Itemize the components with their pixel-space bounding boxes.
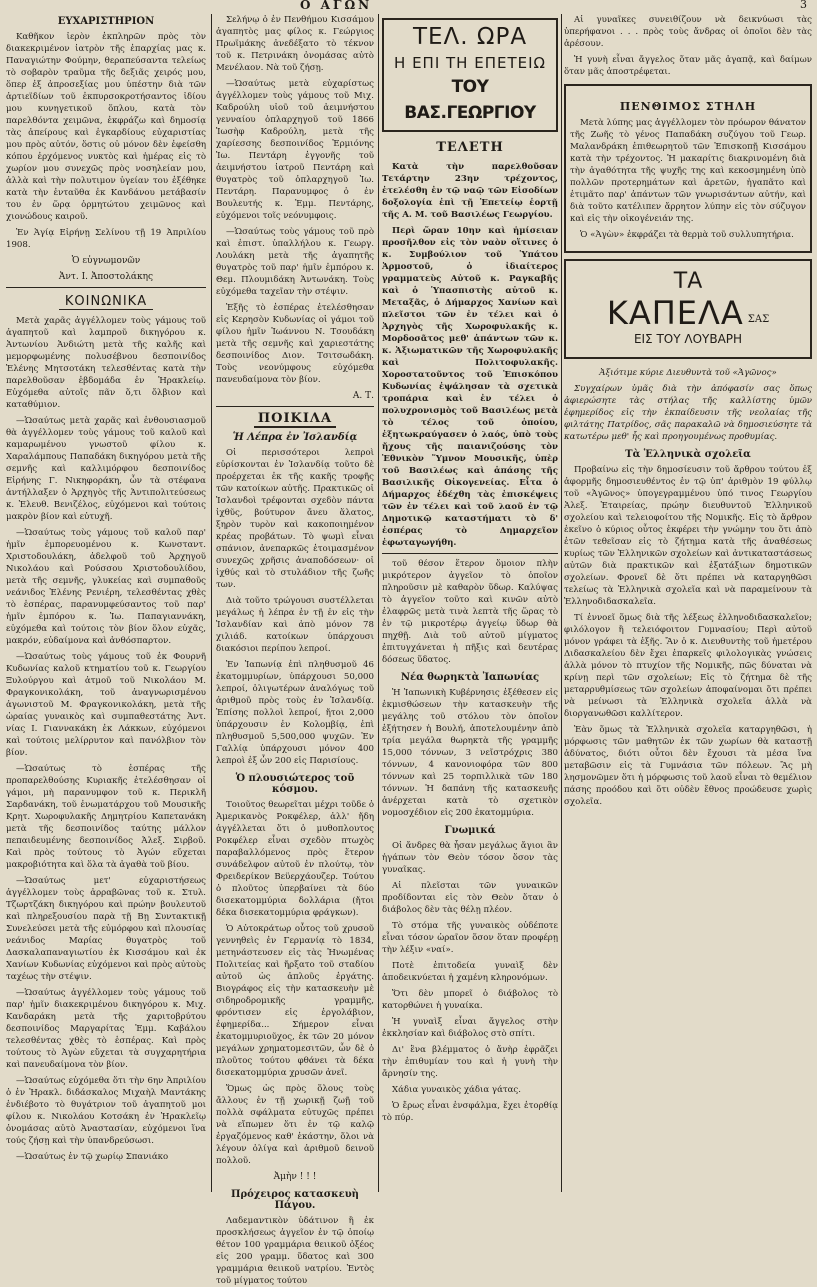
lepra-paragraph: Διὰ τοῦτο τρώγουσι συστέλλεται μεγάλως ἡ λέπρα ἐν τῇ ἐν εἰς τὴν Ἰσλανδίαν καὶ ἀπὸ μόνον 78 χιλιάδ. κατοίκων ὑπάρχουσι διακόσιοι περίπου λεπροί. [216,596,374,654]
banner-line-2: Η ΕΠΙ ΤΗ ΕΠΕΤΕΙΩ [394,54,546,72]
kapela-advertisement [564,259,812,359]
gnomika-item: Ὅτι δὲν μπορεῖ ὁ διάβολος τὸ κατορθώνει ἡ γυναίκα. [382,989,558,1011]
gnomika-item: Οἱ ἄνδρες θὰ ἦσαν μεγάλως ἄγιοι ἂν ἠγάπων τὸν Θεὸν τόσον ὅσον τὰς γυναῖκας. [382,841,558,875]
eucharistirion-heading: ΕΥΧΑΡΙΣΤΗΡΙΟΝ [57,16,155,27]
gnomika-item: Αἱ πλεῖσται τῶν γυναικῶν προδίδονται εἰς τὸν Θεὸν ὅταν ὁ διάβολος δὲν τὰς θέλῃ πλέον. [382,881,558,915]
gnomika-item: Ὁ ἔρως εἶναι ἐνσφάλμα, ἔχει ἐτορθίᾳ τὸ πύρ. [382,1101,558,1123]
scholeia-paragraph: Ἐὰν ὅμως τὰ Ἑλληνικὰ σχολεῖα καταργηθῶσι, ἡ μόρφωσις τῶν μαθητῶν ἐκ τῶν χωρίων θὰ καταστῇ ἀδύνατος, διότι οὗτοι δὲν ἔχουσι τὰ μέσα ἵνα μεταβῶσιν εἰς τὰ Γυμνάσια τῶν πόλεων. Ἂς μὴ λησμονῶμεν ὅτι ἡ μόρφωσις τοῦ λαοῦ εἶναι τὸ θεμέλιον πάσης προόδου καὶ ὅτι οὐδὲν ἔθνος προώδευσε χωρὶς σχολεῖα. [564,725,812,807]
social-signature: Α. Τ. [352,391,374,401]
column-2 [216,14,374,1286]
lepra-paragraph: Ἐν Ἰαπωνίᾳ ἐπὶ πληθυσμοῦ 46 ἑκατομμυρίων, ὑπάρχουσι 50,000 λεπροί, ὀλιγωτέρων ἀναλόγως τοῦ ἀριθμοῦ πρὸς τοὺς ἐν Ἰσλανδίᾳ. Ἐπίσης πολλοὶ λεπροί, ἤτοι 2,000 ὑπάρχουσιν ἐν Κολομβίᾳ, ἐπὶ πληθυσμοῦ 5,500,000 ψυχῶν. Ἐν Γαλλίᾳ ὑπάρχουσι μόνον 400 λεπροὶ ἐξ ὧν 200 εἰς Παρισίους. [216,660,374,766]
kapela-sub: ΕΙΣ ΤΟΥ ΛΟΥΒΑΡΗ [633,332,743,346]
gnomika-title: Γνωμικά [444,825,496,836]
teleti-heading: ΤΕΛΕΤΗ [436,140,504,155]
koinonika-item: —Ὡσαύτως εὐχόμεθα ὅτι τὴν 6ην Ἀπριλίου ὁ ἐν Ἠρακλ. διδάσκαλος Μιχαὴλ Μαντάκης ἐνδιέβοτο τὸ θυγάτριον τοῦ ἀγαπητοῦ μοι φίλου κ. Νικολάου Κοτσάκη ἐν Ἠρακλεῖῳ ὀνομάσας αὐτὸ Ἀναστασίαν, εὐχόμενοι ἵνα τούς ζήσῃ καὶ τὴν ὑπανδρεύσωσι. [6,1076,206,1146]
eucharistirion-body: Καθῆκον ἱερὸν ἐκπληρῶν πρὸς τὸν διακεκριμένον ἰατρὸν τῆς ἐπαρχίας μας κ. Παναγιώτην Φούμην, θεραπεύσαντα τελείως τὸ σοβαρὸν τραῦμα τῆς δεξιᾶς χειρός μου, ὅπερ ἐξ ἀπροσεξίας μου ὑπέστην διὰ τῶν ἀρτιεϊδίων τοῦ ἐκπυρσοκροτήσαντος ἰδίου μου κυνηγετικοῦ ὅπλου, κατὰ τὸν παρελθόντα χειμῶνα, ἐκφράζω καὶ δημοσίᾳ τὰς ἀπείρους καὶ ἐγκαρδίους εὐχαριστίας μου πρὸς αὐτόν, ὅστις οὐ μόνον δὲν ἐφείσθη κόπου ἐρχόμενος νυκτὸς καὶ ἡμέρας εἰς τὸ χωρίον μου συνεχῶς πρὸς νοσηλείαν μου, ἀλλὰ καὶ τὴν πολυτιμον ὑγείαν του ἐξέθηκε κατὰ τὴν ἐνταῦθα ἐκ Κανδάνου μετάβασίν του ἐν ὥρᾳ ὀρμητώτου χειμῶνος καὶ χιονώδους καιροῦ. [6,32,206,222]
poikila-heading-text: ΠΟΙΚΙΛΑ [254,411,336,428]
kapela-sas: ΣΑΣ [747,314,770,325]
column-3 [382,14,558,1192]
koinonika-item: —Ὡσαύτως τοὺς γάμους τοῦ καλοῦ παρ' ἡμῖν ἐμπορευομένου κ. Κωνσταντ. Χριστοδουλάκη, ἀδελφοῦ τοῦ Ἀρχηγοῦ Νικολάου καὶ Ρούσσου Χριστοδουλίδου, μετὰ τῆς σεμνῆς, γλυκείας καὶ συμπαθοῦς νεάνιδος Ἑλένης Ρενιέρη, τελεσθέντας χθὲς τὸ ἑσπέρας, παρανυμφεύσαντος τοῦ παρ' ἡμῖν ἐμπόρου κ. Ἰω. Παπαγιαννάκη, εὐχόμεθα καὶ τούτοις τὸν βίον ὅλον εὐχᾶς, μακρόν, εὐδαίμονα καὶ ἀνθόσπαρτον. [6,528,206,646]
poikila-heading [216,411,374,426]
banner-line-3: ΤΟΥ ΒΑΣ.ΓΕΩΡΓΙΟΥ [404,77,536,123]
column-1 [6,14,206,1192]
social-item: Ἐξῆς τὸ ἑσπέρας ἐτελέσθησαν εἰς Κερησὸν Κυδωνίας οἱ γάμοι τοῦ φίλου ἡμῖν Ἰωάννου Ν. Τσουδάκη μετὰ τῆς σεμνῆς καὶ χαριεστάτης δεσποινίδος Διον. Τσιτσωδάκη. Τοὺς νεονύμφους εὐχόμεθα πανευδαίμονα τὸν βίον. [216,303,374,385]
plousios-paragraph: Ὅμως ὡς πρὸς ὅλους τοὺς ἄλλους ἐν τῇ χωρικῇ ζωῇ τοῦ πολλὰ σφάλματα εὐτυχῶς πρέπει νὰ εἴπωμεν ὅτι ἐν τῷ καλῷ ἐργαζόμενος καθ' ἑκάστην, ὅλοι νὰ λέγουν ὀλίγα καὶ ἀριθμοῦ δεινοῦ πολλοῦ. [216,1084,374,1166]
penthimos-box [564,84,812,253]
eucharistirion-date: Ἐν Ἁγίᾳ Εἰρήνῃ Σελίνου τῇ 19 Ἀπριλίου 1908. [6,228,206,250]
pagos-title: Πρόχειρος κατασκευὴ Πάγου. [231,1189,359,1211]
social-item: —Ὡσαύτως μετὰ εὐχαρίστως ἀγγέλλομεν τοὺς γάμους τοῦ Μιχ. Καδρούλη υἱοῦ τοῦ ἀειμνήστου γενναίου ὁπλαρχηγοῦ τοῦ 1866 Ἰωσὴφ Καδρούλη, μετὰ τῆς χαρίεσσης δεσποινίδος Ἑρμιόνης Ἰω. Πεντάρη ἐγγονῆς τοῦ ἀειμνήστου ἰατροῦ Πεντάρη καὶ θυγατρὸς τοῦ ὁπλαρχηγοῦ Ἰω. Πεντάρη. Παρανυμφος ὁ ἐν Βουλευτής κ. Ἐμμ. Πεντάρης, εὐχόμενοι τοῖς νεόνυμφοις. [216,79,374,221]
scholeia-paragraph: Προβαίνω εἰς τὴν δημοσίευσιν τοῦ ἄρθρου τούτου ἐξ ἀφορμῆς δημοσιευθέντος ἐν τῷ ὑπ' ἀριθμὸν 19 φύλλῳ τοῦ «Ἀγῶνος» ὑπογεγραμμένου ὑπό τινος Γεωργίου Ἀλεξ. Ἑταιρείας, πρώην διευθυντοῦ Ἑλληνικοῦ σχολείου καὶ τελειοφοίτου τῆς Νομικῆς. Εἰς τὸ ἄρθρον ἐκεῖνο ὁ κύριος οὗτος ἐκφέρει τὴν γνώμην του ὅτι ἀπὸ ἐτῶν τεθεῖσαν εἰς τὸ ζήτημα κατὰ τῆς ἀναθέσεως κυρίως τῶν Ἑλληνικῶν σχολείων καὶ ἀντικαταστάσεως αὐτῶν διὰ πρακτικῶν καὶ ἐξατάξιων δημοτικῶν σχολείων. Φρονεῖ δὲ ὅτι πρέπει νὰ καταργηθῶσι τελείως τὰ Ἑλληνικὰ σχολεῖα καὶ νὰ παραμείνουν τὰ Ἑλληνοδιδασκαλεῖα. [564,465,812,607]
gnomika-item: Ἡ γυναὶξ εἶναι ἄγγελος στὴν ἐκκλησίαν καὶ διάβολος στὸ σπίτι. [382,1017,558,1039]
social-item: Σελήνῳ ὁ ἐν Πενθήμου Κισσάμου ἀγαπητὸς μας φίλος κ. Γεώργιος Πρωϊμάκης ἀνεδέξατο τὸ τέκνον τοῦ κ. Πετρινάκη ὀνομάσας αὐτὸ Μενέλαον. Νὰ τοῦ ζήσῃ. [216,15,374,73]
divider [382,553,558,554]
penthimos-paragraph: Ὁ «Ἀγὼν» ἐκφράζει τὰ θερμὰ τοῦ συλλυπητήρια. [580,230,794,240]
teleti-body [382,161,558,549]
kapela-main-row [570,295,806,331]
social-item: —Ὡσαύτως τοὺς γάμους τοῦ πρὸ καὶ ἐπιστ. ὑπαλλήλου κ. Γεωργ. Λουλάκη μετὰ τῆς ἀγαπητῆς θυγατρὸς τοῦ παρ' ἡμῖν ἐμπόρου κ. Θεμ. Πλουμιδάκη Ἀντωνάκη. Τοὺς εὐχόμεθα ταχεῖαν τὴν στέψιν. [216,227,374,297]
eucharistirion-signature: Ἀντ. Ι. Ἀποστολάκης [58,272,154,282]
plousios-paragraph: Ὁ Αὐτοκράτωρ οὗτος τοῦ χρυσοῦ γεννηθεὶς ἐν Γερμανίᾳ τὸ 1834, μετηνάστευσεν εἰς τὰς Ἡνωμένας Πολιτείας καὶ ἤρξατο τοῦ σταδίου αὐτοῦ ὡς ἁπλοῦς ἐργάτης. Βιογράφος εἰς τὴν κατασκευὴν μὲ σιδηροδρομικῆς γραμμῆς, φρόντισεν εἰς ἐργολάβιον, ἐφημερίδα... Σήμερον εἶναι ἐκατομμυριοῦχος, ἐκ τῶν 20 μόνον μεγάλων χρηματομεσιτῶν, ὧν δὲ ὁ πλοῦτος τούτου φθάνει τὰ δέκα δισεκατομμύρια χρυσῶν ἀνεῖ. [216,924,374,1078]
plousios-paragraph: Τοιοῦτος θεωρεῖται μέχρι τοῦδε ὁ Ἀμερικανὸς Ροκφέλερ, ἀλλ' ἤδη ἀγγέλλεται ὅτι ὁ μυθοπλουτος Ροκφέλερ εἶναι σχεδὸν πτωχὸς παραβαλλόμενος πρὸς ἕτερον συνάδελφον αὐτοῦ ἐν πλούτῳ, τὸν Φρειδερίκον Βεϋερχάουζερ. Τούτου ὁ πλοῦτος ὑπερβαίνει τὰ δύο δισεκατομμύρια δολλάρια (ἤτοι δέκα δισεκατομμύρια φράγκων). [216,800,374,918]
letter-salutation: Ἀξιότιμε κύριε Διευθυντὰ τοῦ «Ἀγῶνος» [599,368,777,378]
thoraktika-paragraph: Ἡ Ἰαπωνικὴ Κυβέρνησις ἐξέθεσεν εἰς ἐκμισθώσεων τὴν κατασκευὴν τῆς μεγάλης τοῦ στόλου τὸν ὁποῖον ἐξήτησεν ἡ Βουλή, ἀποτελουμένην ἀπὸ τρία μεγάλα θωρηκτὰ τῆς γραμμῆς 15,000 τόννων, 3 νεῖστρόχρις 380 τόννων, 4 κανονιοφόρα τῶν 800 τόννων καὶ 25 τορπιλλικὰ τῶν 180 τόννων. Ἡ δαπάνη τῆς κατασκευῆς ἀνέρχεται κατὰ τὸ σχετικὸν νομοσχέδιον εἰς 200 ἑκατομμύρια. [382,688,558,818]
koinonika-heading-text: ΚΟΙΝΩΝΙΚΑ [59,294,153,310]
newspaper-title: Ο ΑΓΩΝ [300,0,373,12]
teleti-paragraph: Κατὰ τὴν παρελθοῦσαν Τετάρτην 23ην τρέχοντος, ἐτελέσθη ἐν τῷ ναῷ τῶν Εἰσοδίων δοξολογία ἐπὶ τῇ Ἐπετείῳ ἑορτῇ τῆς Α. Μ. τοῦ Βασιλέως Γεωργίου. [382,162,558,220]
koinonika-item: Μετὰ χαρᾶς ἀγγέλλομεν τοὺς γάμους τοῦ ἀγαπητοῦ καὶ λαμπροῦ δικηγόρου κ. Ἀντωνίου Ἀνδιώτη μετὰ τῆς καλῆς καὶ μεμορφωμένης πολυσέβνου δεσποινίδος Ἑλένης Μητσοτάκη τελεσθέντας κατὰ τὴν παρελθοῦσαν ἑβδομάδα ἐν Ἡρακλείῳ. Εὐχόμεθα αὐτοῖς πᾶν ὅ,τι ὄλβιον καὶ καταθύμιον. [6,316,206,410]
scholeia-title: Τὰ Ἑλληνικὰ σχολεῖα [625,449,751,460]
pagos-continued: τοῦ θέσον ἕτερον ὅμοιον πλὴν μικρότερον ἀγγεῖον τὸ ὁποῖον πληροῦσιν μὲ καθαρὸν ὕδωρ. Καλύψας τὸ ἀγγεῖον τοῦτο καὶ κινῶν αὐτὸ ἐλαφρῶς μετὰ τινὰ λεπτὰ τῆς ὥρας τὸ ἐν τῷ μικροτέρῳ ἀγγείῳ ὕδωρ θὰ πηχθῇ. Διὰ τοῦ αὐτοῦ μίγματος ἐπιτυγχάνεται ἡ πῆξις καὶ δευτέρας δόσεως ὕδατος. [382,559,558,665]
koinonika-heading [6,294,206,309]
koinonika-item: —Ὡσαύτως μετὰ χαρᾶς καὶ ἐνθουσιασμοῦ θὰ ἀγγέλλομεν τοὺς γάμους τοῦ καλοῦ καὶ καμαρωμένου γνωστοῦ φίλου κ. Χαραλάμπους Παπαδάκη δικηγόρου μετὰ τῆς σεμνῆς καὶ καλλιμόρφου δεσποινίδος Εἰρήνης Γ. Νικηφοράκη, ὧν τὰ στέφανα ἀντήλλαξεν ὁ Ἀρχηγὸς τῆς Ἀντιπολιτεύσεως κ. Ἐλευθ. Βενιζέλος, εὐχόμενοι καὶ τούτοις μακρὸν βίον καὶ εὐτυχῆ. [6,416,206,522]
gnomika-item: Δι' ἓνα βλέμματος ὁ ἄνὴρ ἐφρᾶζει τὴν ἐπιθυμίαν του καὶ ἡ γυνὴ τὴν ἄρνησίν της. [382,1045,558,1079]
column-rule [561,14,562,1192]
koinonika-item: —Ὡσαύτως τοὺς γάμους τοῦ ἐκ Φουρνῆ Κυδωνίας καλοῦ κτηματίου τοῦ κ. Γεωργίου Ξυλούργου καὶ ἀτμοῦ τοῦ Νικολάου Μ. Φραγκονικολάκη, τοῦ ἀναγνωρισμένου ἀγωνιστοῦ Μ. Φραγκονικολάκη, μετὰ τῆς ὡραίας γυναικὸς καὶ συμπαθεστάτης Ἀντ. νίας Ι. Γιαννακάκη ἐκ Λάκκων, εὐχόμενοι καὶ τούτοις μελίρρυτον καὶ πανόλβιον τὸν βίον. [6,652,206,758]
banner-headline [382,18,558,132]
divider [216,406,374,407]
gnomika-item: Ποτὲ ἐπιτοδεία γυναὶξ δὲν ἀποδεικνύεται ἡ χαμένη κληρονόμων. [382,961,558,983]
column-rule [378,14,379,1192]
gnomika-item: Τὸ στόμα τῆς γυναικὸς οὐδέποτε εἶναι τόσον ὡραῖον ὅσον ὅταν προφέρῃ τὴν λέξιν «ναί». [382,921,558,955]
plousios-amen: Ἀμὴν ! ! ! [273,1172,317,1182]
scholeia-paragraph: Τί ἐννοεῖ ὅμως διὰ τῆς λέξεως ἑλληνοδιδασκαλεῖον; φιλόλογον ἢ τελειόφοιτον Γυμνασίου; Περὶ αὐτοῦ μόνον γράφει τὰ ἑξῆς. Ἂν ὁ κ. Διευθυντὴς τοῦ ἡμετέρου Διδασκαλείου δὲν ἔχει ἐπαρκεῖς φιλολογικὰς γνώσεις ἀλλὰ μόνον τὸ πτυχίον τῆς Νομικῆς, πῶς δύναται νὰ κρίνῃ περὶ τῶν σχολείων; Εἰς τὸ ζήτημα δὲ τῆς μεταρρυθμίσεως τῶν σχολείων ἀποφαίνομαι ὅτι πρέπει νὰ μείνωσι τὰ Ἑλληνικὰ σχολεῖα ἀλλὰ νὰ διοργανωθῶσι καλλίτερον. [564,613,812,719]
column-rule [211,14,212,1192]
pagos-paragraph: Λαδεμαντικὸν ὑδάτινον ἢ ἐκ προσκλήσεως ἀγγεῖον ἐν τῷ ὁποίῳ θέτον 100 γραμμάρια θειικοῦ ὀξέος εἰς 200 γραμμ. ὕδατος καὶ 300 γραμμάρια θειικοῦ νατρίου. Ἐντὸς τοῦ μίγματος τούτου [216,1216,374,1286]
letter-paragraph: Συγχαίρων ὑμᾶς διὰ τὴν ἀπόφασίν σας ὅπως ἀφιερώσητε τὰς στήλας τῆς καλλίστης ὑμῶν ἐφημερίδος εἰς τὴν ἐκπαίδευσιν τῆς νεολαίας τῆς φιλτάτης Πατρίδος, σᾶς παρακαλῶ νὰ δημοσιεύσητε τὰ κατωτέρω μεθ' ἧς καὶ προηγουμένως προθυμίας. [564,384,812,442]
gnomika-item: Χάδια γυναικὸς χάδια γάτας. [392,1085,521,1095]
lepra-paragraph: Οἱ περισσότεροι λεπροὶ εὑρίσκονται ἐν Ἰσλανδίᾳ τοῦτο δὲ προέρχεται ἐκ τῆς κακῆς τροφῆς τῶν κατοίκων αὐτῆς. Πρακτικῶς οἱ Ἰσλανδοὶ τρέφονται σχεδὸν πάντα ἰχθῦς, βούτυρον ἄνευ ἅλατος, ξηρὸν τυρὸν καὶ κακοποιημένον κρέας προβάτων. Τὸ ψωμὶ εἶναι σπάνιον, ἀνεπαρκῶς ἐτοιμασμένον συνεχῶς χρῆσις ἀναποδόσεων· οἱ ἰχθύς καὶ τὸ στυλάδιον τῆς ζωῆς των. [216,448,374,590]
penthimos-paragraph: Μετὰ λύπης μας ἀγγέλλομεν τὸν πρόωρον θάνατον τῆς Ζωῆς τὸ γένος Παπαδάκη συζύγου τοῦ Γεωρ. Μαλανδράκη ἐπιθεωρητοῦ τῶν Ἐπισκοπῇ Κισσάμου κατὰ τὴν τρέχοντος. Ἡ μακαρίτις διακρινομένη διὰ τὴν ἀγαθότητα τῆς ψυχῆς της καὶ κεκοσμημένη ὑπὸ πολλῶν προτερημάτων καὶ ἀρετῶν, ἠγαπᾶτο καὶ ἐτιμᾶτο παρ' ἁπάντων τῶν γνωρισάντων αὐτήν, καὶ διὰ τοῦτο κατέλιπεν ἄρρητον λύπην εἰς τὸν σύζυγον καὶ εἰς τὴν οἰκογένειάν της. [570,118,806,224]
koinonika-item: —Ὡσαύτως μετ' εὐχαριστήσεως ἀγγέλλομεν τοὺς ἀρραβῶνας τοῦ κ. Στυλ. Τζωρτζάκη δικηγόρου καὶ πρώην βουλευτοῦ καὶ πληρεξουσίου παρὰ τῇ Βῃ Συντακτικῇ Συνελεύσει μετὰ τῆς εὐμόρφου καὶ πλουσίας νεάνιδος Μαρίας θυγατρὸς τοῦ Δασκαλαπαναγιωτίου ἐκ Κισσάμου καὶ ἐκ Χανίων Κυδωνίας εὐχόμενοι καὶ πρὸς αὐτοὺς ταχέως τὴν στέψιν. [6,876,206,982]
thoraktika-title: Νέα θωρηκτὰ Ἰαπωνίας [400,672,540,683]
quote-item: Ἡ γυνὴ εἶναι ἄγγελος ὅταν μᾶς ἀγαπᾷ, καὶ δαίμων ὅταν μᾶς ἀποστρέφεται. [564,55,812,77]
banner-line-1: ΤΕΛ. ΩΡΑ [412,24,528,50]
column-4 [564,14,812,1192]
page-number: 3 [800,0,807,11]
koinonika-item: —Ὡσαύτως ἀγγέλλομεν τοὺς γάμους τοῦ παρ' ἡμῖν διακεκριμένου δικηγόρου κ. Μιχ. Κανδαράκη μετὰ τῆς χαριτοβρύτου δεσποινίδος Μαργαρίτας Ἐμμ. Καβάλου τελεσθέντας χθὲς τὸ ἑσπέρας. Καὶ πρὸς τούτους τὸ Ἀγὼν εὔχεται τὰ συγχαρητήρια καὶ πανευδαίμονα τὸν βίον. [6,988,206,1070]
quote-item: Αἱ γυναῖκες συνειθίζουν νὰ δεικνύωσι τὰς ὑπερήφανοι . . . πρὸς τοὺς ἄνδρας οἱ ὁποῖοι δὲν τὰς ἀρέσουν. [564,15,812,49]
masthead [0,0,817,14]
eucharistirion-closing: Ὁ εὐγνωμονῶν [71,256,141,266]
teleti-paragraph: Περὶ ὥραν 10ην καὶ ἡμίσειαν προσῆλθον εἰς τὸν ναὸν οἵτινες ὁ κ. Συμβούλιον τοῦ Ὑπάτου Ἁρμοστοῦ, ὁ ἰδιαίτερος γραμματεὺς Αὐτοῦ κ. Ραγκαβῆς καὶ ὁ Ὑπασπιστὴς αὐτοῦ κ. Μεταξᾶς, ὁ Δήμαρχος Χανίων καὶ πλεῖστοι τῶν ἐν τέλει καὶ ὁ Ἀρχηγὸς τῆς Χωροφυλακῆς κ. Μορδοσᾶτος μεθ' ἁπάντων τῶν κ. κ. Ἀξιωματικῶν τῆς Χωροφυλακῆς καὶ Πολιτοφυλακῆς. Χοροστατοῦντος τοῦ Ἐπισκόπου Κυδωνίας ἐψάλησαν τὰ σχετικὰ τροπάρια καὶ ἐν τέλει ὁ πολυχρονισμὸς τοῦ Βασιλέως μετὰ τὸ τέλος τοῦ ὁποίου, ἐξητωκραύγασεν ὁ λαός, ὑπὸ τοὺς ἤχους τῆς παιανιζούσης τὸν Ἐθνικὸν Ὕμνον Μουσικῆς, ὑπὲρ τοῦ Βασιλέως καὶ ἁπάσης τῆς Βασιλικῆς Οἰκογενείας. Εἶτα ὁ Δήμαρχος ἐδέχθη τὰς ἐπισκέψεις τῶν ἐν τέλει καὶ τοῦ λαοῦ ἐν τῷ Δημοτικῷ καταστήματι τὸ δ' ἑσπέρας τὸ Δημαρχεῖον ἐφωταγωγήθη. [382,226,558,548]
koinonika-item: —Ὡσαύτως τὸ ἑσπέρας τῆς προπαρελθούσης Κυριακῆς ἐτελέσθησαν οἱ γάμοι, μὴ παρανυμφον τοῦ κ. Περικλῆ Σαρδανάκη, τοῦ ἐνωματάρχου τοῦ Μουσικῆς Κρητ. Χωροφυλακῆς Δημητρίου Καπετανάκη μετὰ τῆς δεσποινίδος ταύτης μάλλον πεπαιδευμένης δεσποινίδος Ἀλεξ. Σιρβοῦ. Καὶ πρὸς τούτους τὸ Ἀγών εὔχεται μακροβιότητα καὶ ὅλα τὰ ἀγαθὰ τοῦ βίου. [6,764,206,870]
plousios-title: Ὁ πλουσιώτερος τοῦ κόσμου. [235,773,355,795]
lepra-title: Ἡ Λέπρα ἐν Ἰσλανδίᾳ [232,432,358,443]
kapela-ta: ΤΑ [673,269,703,294]
koinonika-item: —Ὡσαύτως ἐν τῷ χωρίῳ Σπανιάκο [16,1152,169,1162]
penthimos-heading: ΠΕΝΘΙΜΟΣ ΣΤΗΛΗ [619,100,757,113]
kapela-main: ΚΑΠΕΛΑ [606,294,744,332]
divider [6,287,206,288]
